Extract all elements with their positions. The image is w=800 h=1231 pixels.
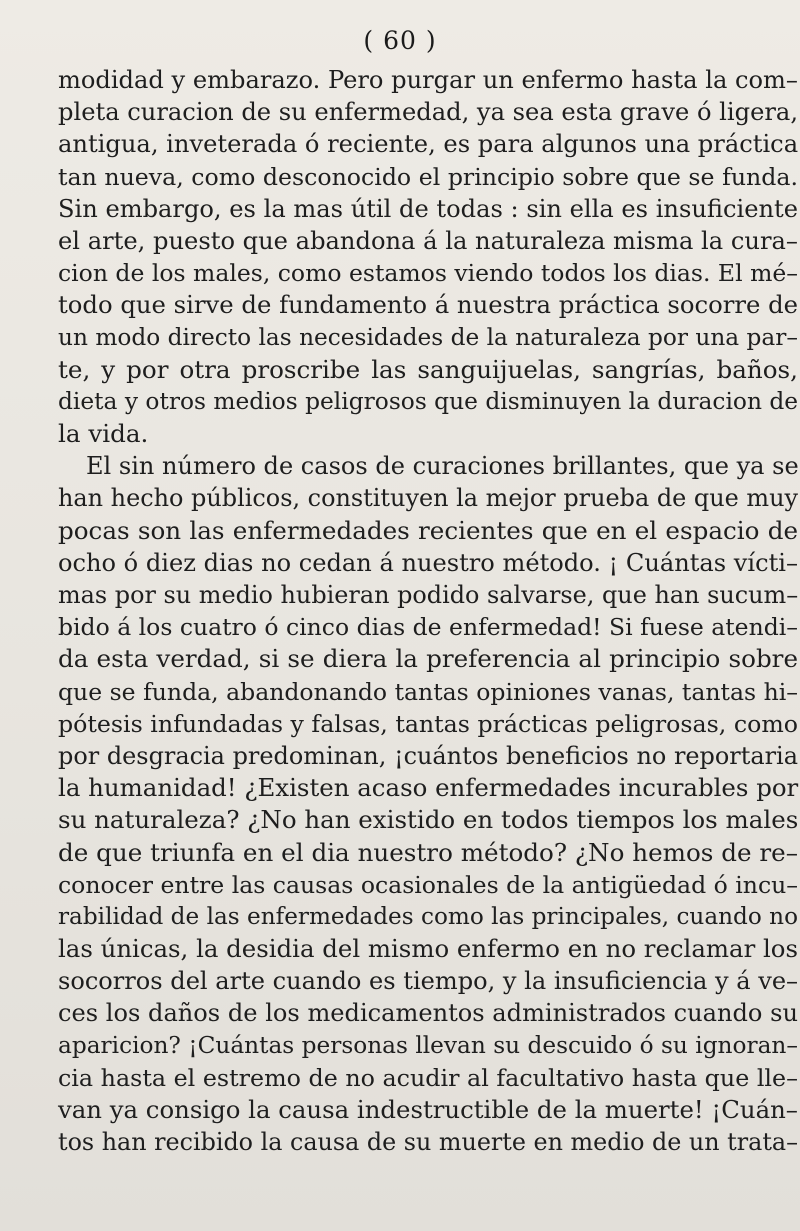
text-line: que se funda, abandonando tantas opiniones vanas, tantas hi– bbox=[58, 677, 798, 706]
text-line: el arte, puesto que abandona á la naturaleza misma la cura– bbox=[58, 226, 798, 255]
text-line: te, y por otra proscribe las sanguijuelas, sangrías, baños, bbox=[58, 354, 798, 384]
text-line: ces los daños de los medicamentos administrados cuando su bbox=[58, 999, 798, 1028]
text-line: da esta verdad, si se diera la preferencia al principio sobre bbox=[58, 644, 798, 674]
text-line: pleta curacion de su enfermedad, ya sea esta grave ó ligera, bbox=[58, 98, 799, 127]
text-line: la humanidad! ¿Existen acaso enfermedades incurables por bbox=[58, 773, 799, 803]
body-text bbox=[58, 64, 798, 1158]
text-line: cion de los males, como estamos viendo todos los dias. El mé– bbox=[58, 259, 799, 288]
text-line: las únicas, la desidia del mismo enfermo en no reclamar los bbox=[58, 934, 798, 964]
text-line: han hecho públicos, constituyen la mejor prueba de que muy bbox=[58, 484, 798, 513]
text-line: tan nueva, como desconocido el principio sobre que se funda. bbox=[58, 162, 798, 191]
text-line: de que triunfa en el dia nuestro método? ¿No hemos de re– bbox=[58, 837, 798, 867]
text-line: un modo directo las necesidades de la naturaleza por una par– bbox=[58, 323, 798, 351]
text-line: rabilidad de las enfermedades como las principales, cuando no bbox=[58, 903, 798, 930]
text-line: ocho ó diez dias no cedan á nuestro método. ¡ Cuántas vícti– bbox=[58, 548, 798, 577]
text-line: antigua, inveterada ó reciente, es para algunos una práctica bbox=[58, 130, 799, 159]
text-line: todo que sirve de fundamento á nuestra práctica socorre de bbox=[58, 290, 799, 320]
text-line: van ya consigo la causa indestructible de la muerte! ¡Cuán– bbox=[58, 1095, 798, 1124]
text-line: Sin embargo, es la mas útil de todas : sin ella es insuficiente bbox=[58, 194, 798, 223]
text-line: modidad y embarazo. Pero purgar un enfermo hasta la com– bbox=[58, 66, 798, 94]
text-line: su naturaleza? ¿No han existido en todos tiempos los males bbox=[58, 805, 799, 835]
text-line: socorros del arte cuando es tiempo, y la insuficiencia y á ve– bbox=[58, 967, 799, 996]
text-line: El sin número de casos de curaciones brillantes, que ya se bbox=[86, 452, 799, 481]
text-line: la vida. bbox=[58, 419, 149, 449]
text-line: aparicion? ¡Cuántas personas llevan su descuido ó su ignoran– bbox=[58, 1031, 798, 1059]
text-line: pótesis infundadas y falsas, tantas prácticas peligrosas, como bbox=[58, 709, 798, 738]
page-number: ( 60 ) bbox=[363, 26, 437, 55]
text-line: pocas son las enfermedades recientes que en el espacio de bbox=[58, 515, 798, 545]
text-line: dieta y otros medios peligrosos que disminuyen la duracion de bbox=[58, 387, 799, 415]
text-line: bido á los cuatro ó cinco dias de enfermedad! Si fuese atendi– bbox=[58, 613, 798, 642]
text-line: cia hasta el estremo de no acudir al facultativo hasta que lle– bbox=[58, 1063, 798, 1092]
text-line: por desgracia predominan, ¡cuántos beneficios no reportaria bbox=[58, 741, 798, 770]
text-line: conocer entre las causas ocasionales de la antigüedad ó incu– bbox=[58, 870, 799, 899]
text-line: tos han recibido la causa de su muerte en medio de un trata– bbox=[58, 1128, 798, 1157]
text-line: mas por su medio hubieran podido salvarse, que han sucum– bbox=[58, 581, 799, 609]
